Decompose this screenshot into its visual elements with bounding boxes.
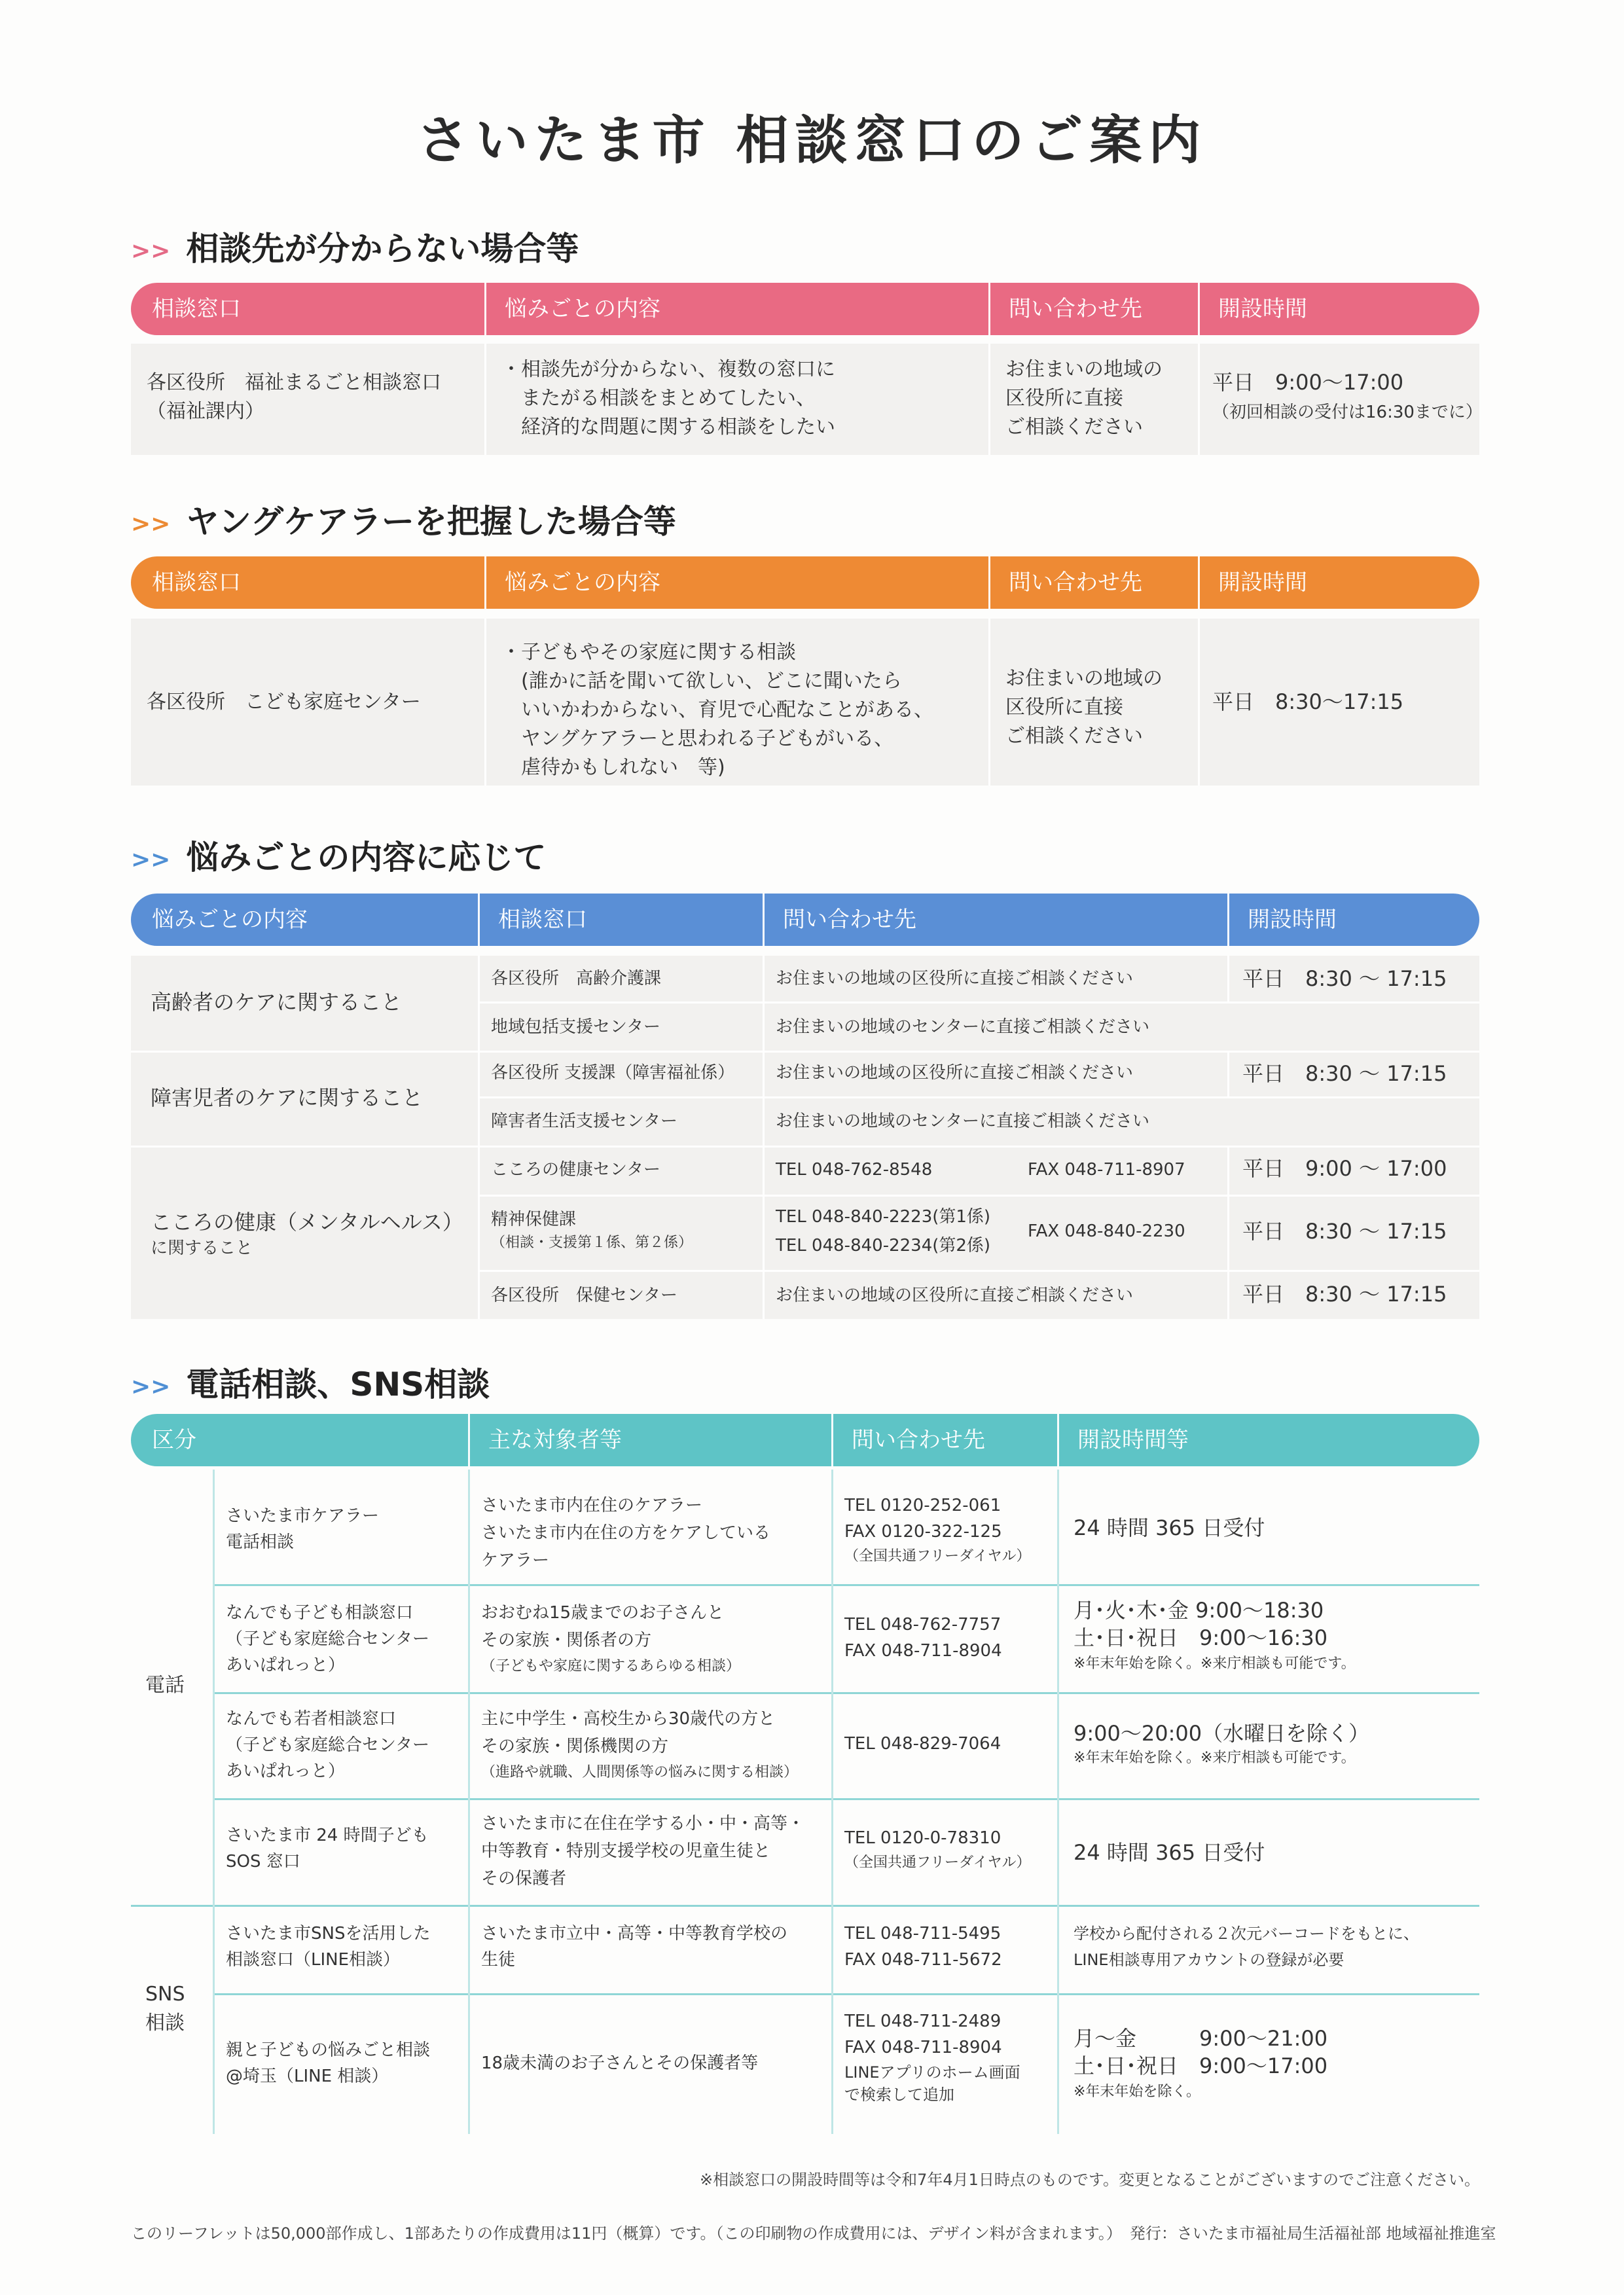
hours: 土･日･祝日 9:00〜16:30	[1074, 1625, 1328, 1650]
chevron-right-icon: >>	[131, 1373, 171, 1400]
header-cell: 問い合わせ先	[763, 894, 1227, 946]
hours-note: ※年末年始を除く。※来庁相談も可能です。	[1074, 1655, 1356, 1672]
hours: 平日 9:00 〜 17:00	[1242, 1156, 1447, 1181]
window-name-sub: （相談・支援第１係、第２係）	[491, 1235, 693, 1251]
service-name: 親と子どもの悩みごと相談	[226, 2040, 431, 2060]
contact: TEL 048-711-2489	[844, 2012, 1001, 2031]
target: さいたま市内在住の方をケアしている	[481, 1523, 771, 1543]
contact-line: お住まいの地域の	[1005, 667, 1163, 690]
category: こころの健康（メンタルヘルス）	[151, 1210, 463, 1235]
hours: 平日 9:00〜17:00	[1212, 370, 1404, 395]
hours: 平日 8:30 〜 17:15	[1242, 1282, 1447, 1307]
window-name: こころの健康センター	[491, 1160, 660, 1180]
service-name: なんでも子ども相談窓口	[226, 1603, 414, 1623]
section-heading-2	[131, 496, 676, 543]
service-name: さいたま市SNSを活用した	[226, 1924, 431, 1943]
table-header-1	[131, 283, 1479, 335]
contact: TEL 0120-252-061	[844, 1496, 1001, 1515]
contact-line: ご相談ください	[1005, 416, 1143, 439]
service-name: 電話相談	[226, 1532, 295, 1552]
window-name: 各区役所 高齢介護課	[491, 969, 662, 988]
window-name: 各区役所 こども家庭センター	[147, 691, 421, 714]
hours: 平日 8:30〜17:15	[1212, 689, 1404, 714]
hours-note: ※年末年始を除く。	[1074, 2084, 1200, 2100]
target: さいたま市立中・高等・中等教育学校の	[481, 1924, 788, 1943]
target: その家族・関係機関の方	[481, 1737, 669, 1756]
footer-leaflet: このリーフレットは50,000部作成し、1部あたりの作成費用は11円（概算）です。（この印刷物の作成費用には、デザイン料が含まれます。） 発行：さいたま市福祉局生活福祉部 地域福祉推進室	[131, 2224, 1496, 2243]
contact-line: 区役所に直接	[1005, 696, 1123, 719]
target-note: （子どもや家庭に関するあらゆる相談）	[481, 1658, 741, 1674]
contact-line: ご相談ください	[1005, 725, 1143, 748]
service-name: あいぱれっと）	[226, 1655, 346, 1675]
content-line: ・相談先が分からない、複数の窓口に	[501, 358, 835, 381]
contact-note: （全国共通フリーダイヤル）	[844, 1854, 1031, 1871]
fax: FAX 048-840-2230	[1028, 1221, 1185, 1241]
section-heading-text: 電話相談、SNS相談	[186, 1365, 490, 1403]
hours-note: LINE相談専用アカウントの登録が必要	[1074, 1951, 1344, 1969]
header-cell: 開設時間等	[1057, 1414, 1479, 1466]
target: さいたま市に在住在学する小・中・高等・	[481, 1814, 805, 1834]
table-row	[131, 619, 1479, 786]
target: さいたま市内在住のケアラー	[481, 1496, 703, 1515]
contact: お住まいの地域のセンターに直接ご相談ください	[776, 1111, 1149, 1131]
header-cell: 問い合わせ先	[831, 1414, 1057, 1466]
tel: TEL 048-840-2234(第2係)	[776, 1236, 991, 1256]
contact-note: （全国共通フリーダイヤル）	[844, 1548, 1031, 1564]
contact-line: お住まいの地域の	[1005, 358, 1163, 381]
contact-line: 区役所に直接	[1005, 387, 1123, 410]
window-name: 各区役所 保健センター	[491, 1286, 677, 1305]
hours: 平日 8:30 〜 17:15	[1242, 1061, 1447, 1086]
header-cell: 相談窓口	[478, 894, 763, 946]
content-line: (誰かに話を聞いて欲しい、どこに聞いたら	[501, 670, 902, 693]
contact: TEL 048-762-7757	[844, 1615, 1001, 1635]
target: 生徒	[481, 1950, 516, 1970]
table-header-4	[131, 1414, 1479, 1466]
header-cell: 悩みごとの内容	[484, 283, 988, 335]
contact: お住まいの地域の区役所に直接ご相談ください	[776, 969, 1134, 988]
header-cell: 開設時間	[1198, 556, 1479, 609]
chevron-right-icon: >>	[131, 511, 171, 537]
tel: TEL 048-762-8548	[776, 1160, 933, 1180]
table-header-3	[131, 894, 1479, 946]
service-name: さいたま市ケアラー	[226, 1506, 380, 1526]
hours-note: （初回相談の受付は16:30までに）	[1212, 403, 1483, 422]
contact: FAX 0120-322-125	[844, 1522, 1002, 1542]
content-line: ヤングケアラーと思われる子どもがいる、	[501, 727, 894, 750]
hours-note: 学校から配付される２次元バーコードをもとに、	[1074, 1925, 1419, 1943]
content-line: ・子どもやその家庭に関する相談	[501, 641, 796, 664]
target: ケアラー	[481, 1551, 550, 1570]
table-row	[131, 344, 1483, 455]
hours-note: ※年末年始を除く。※来庁相談も可能です。	[1074, 1750, 1356, 1766]
category: 障害児者のケアに関すること	[151, 1085, 424, 1110]
chevron-right-icon: >>	[131, 846, 171, 873]
service-name: （子ども家庭総合センター	[226, 1629, 429, 1649]
target-note: （進路や就職、人間関係等の悩みに関する相談）	[481, 1764, 799, 1780]
section-heading-text: 相談先が分からない場合等	[186, 230, 579, 268]
window-name: 各区役所 福祉まるごと相談窓口	[147, 371, 441, 394]
contact: お住まいの地域のセンターに直接ご相談ください	[776, 1017, 1149, 1037]
contact: FAX 048-711-8904	[844, 1641, 1002, 1661]
target: その家族・関係者の方	[481, 1631, 652, 1650]
service-name: なんでも若者相談窓口	[226, 1709, 397, 1729]
header-cell: 開設時間	[1227, 894, 1479, 946]
content-line: いいかわからない、育児で心配なことがある、	[501, 698, 933, 721]
hours: 平日 8:30 〜 17:15	[1242, 1219, 1447, 1244]
header-cell: 相談窓口	[152, 296, 241, 322]
service-name: さいたま市 24 時間子ども	[226, 1826, 429, 1845]
contact: FAX 048-711-8904	[844, 2038, 1002, 2057]
header-cell: 問い合わせ先	[988, 283, 1198, 335]
header-cell: 悩みごとの内容	[484, 556, 988, 609]
target: 18歳未満のお子さんとその保護者等	[481, 2053, 759, 2073]
contact: FAX 048-711-5672	[844, 1950, 1002, 1970]
contact: お住まいの地域の区役所に直接ご相談ください	[776, 1063, 1134, 1083]
hours: 土･日･祝日 9:00〜17:00	[1074, 2053, 1328, 2078]
service-name: 相談窓口（LINE相談）	[226, 1950, 401, 1970]
contact: TEL 048-711-5495	[844, 1924, 1001, 1943]
content-line: またがる相談をまとめてしたい、	[501, 387, 816, 410]
hours: 9:00〜20:00（水曜日を除く）	[1074, 1721, 1370, 1746]
category-phone: 電話	[145, 1674, 185, 1697]
header-cell: 開設時間	[1198, 283, 1479, 335]
header-cell: 区分	[152, 1427, 196, 1453]
service-name: SOS 窓口	[226, 1852, 300, 1871]
target: おおむね15歳までのお子さんと	[481, 1603, 725, 1623]
section-heading-3	[131, 831, 546, 878]
contact: TEL 048-829-7064	[844, 1734, 1001, 1754]
service-name: （子ども家庭総合センター	[226, 1735, 429, 1755]
window-name: 地域包括支援センター	[491, 1017, 660, 1037]
hours: 24 時間 365 日受付	[1074, 1515, 1265, 1540]
contact: LINEアプリのホーム画面	[844, 2063, 1020, 2082]
phone-sns-table	[131, 1470, 1479, 2134]
contact: TEL 0120-0-78310	[844, 1828, 1001, 1848]
category-sns: 相談	[145, 2012, 185, 2034]
category-sns: SNS	[145, 1983, 185, 2006]
window-name: 精神保健課	[491, 1210, 577, 1229]
page-title: さいたま市 相談窓口のご案内	[416, 110, 1208, 171]
header-cell: 主な対象者等	[468, 1414, 831, 1466]
category-sub: に関すること	[151, 1238, 253, 1258]
service-name: あいぱれっと）	[226, 1762, 346, 1781]
content-line: 経済的な問題に関する相談をしたい	[501, 416, 835, 439]
section-heading-text: 悩みごとの内容に応じて	[186, 839, 547, 876]
table-header-2	[131, 556, 1479, 609]
section-heading-4	[131, 1358, 490, 1405]
contact: お住まいの地域の区役所に直接ご相談ください	[776, 1286, 1134, 1305]
target: 中等教育・特別支援学校の児童生徒と	[481, 1841, 771, 1861]
header-cell: 相談窓口	[152, 569, 241, 596]
window-name: 各区役所 支援課（障害福祉係）	[491, 1063, 735, 1083]
contact: で検索して追加	[844, 2086, 954, 2104]
hours: 平日 8:30 〜 17:15	[1242, 966, 1447, 991]
window-name-sub: （福祉課内）	[147, 400, 264, 423]
section-heading-1	[131, 223, 579, 270]
header-cell: 問い合わせ先	[988, 556, 1198, 609]
hours: 24 時間 365 日受付	[1074, 1840, 1265, 1865]
target: 主に中学生・高校生から30歳代の方と	[481, 1709, 776, 1729]
section-heading-text: ヤングケアラーを把握した場合等	[186, 503, 676, 541]
footer-note: ※相談窓口の開設時間等は令和7年4月1日時点のものです。変更となることがございますのでご注意ください。	[700, 2171, 1480, 2189]
header-cell: 悩みごとの内容	[152, 907, 308, 933]
target: その保護者	[481, 1869, 567, 1888]
tel: TEL 048-840-2223(第1係)	[776, 1207, 991, 1227]
consult-table	[131, 956, 1479, 1319]
fax: FAX 048-711-8907	[1028, 1160, 1185, 1180]
service-name: @埼玉（LINE 相談）	[226, 2067, 389, 2086]
content-line: 虐待かもしれない 等)	[501, 756, 725, 779]
chevron-right-icon: >>	[131, 238, 171, 264]
window-name: 障害者生活支援センター	[491, 1111, 677, 1131]
hours: 月･火･木･金 9:00〜18:30	[1074, 1598, 1324, 1623]
category: 高齢者のケアに関すること	[151, 990, 403, 1015]
hours: 月〜金 9:00〜21:00	[1074, 2026, 1328, 2051]
